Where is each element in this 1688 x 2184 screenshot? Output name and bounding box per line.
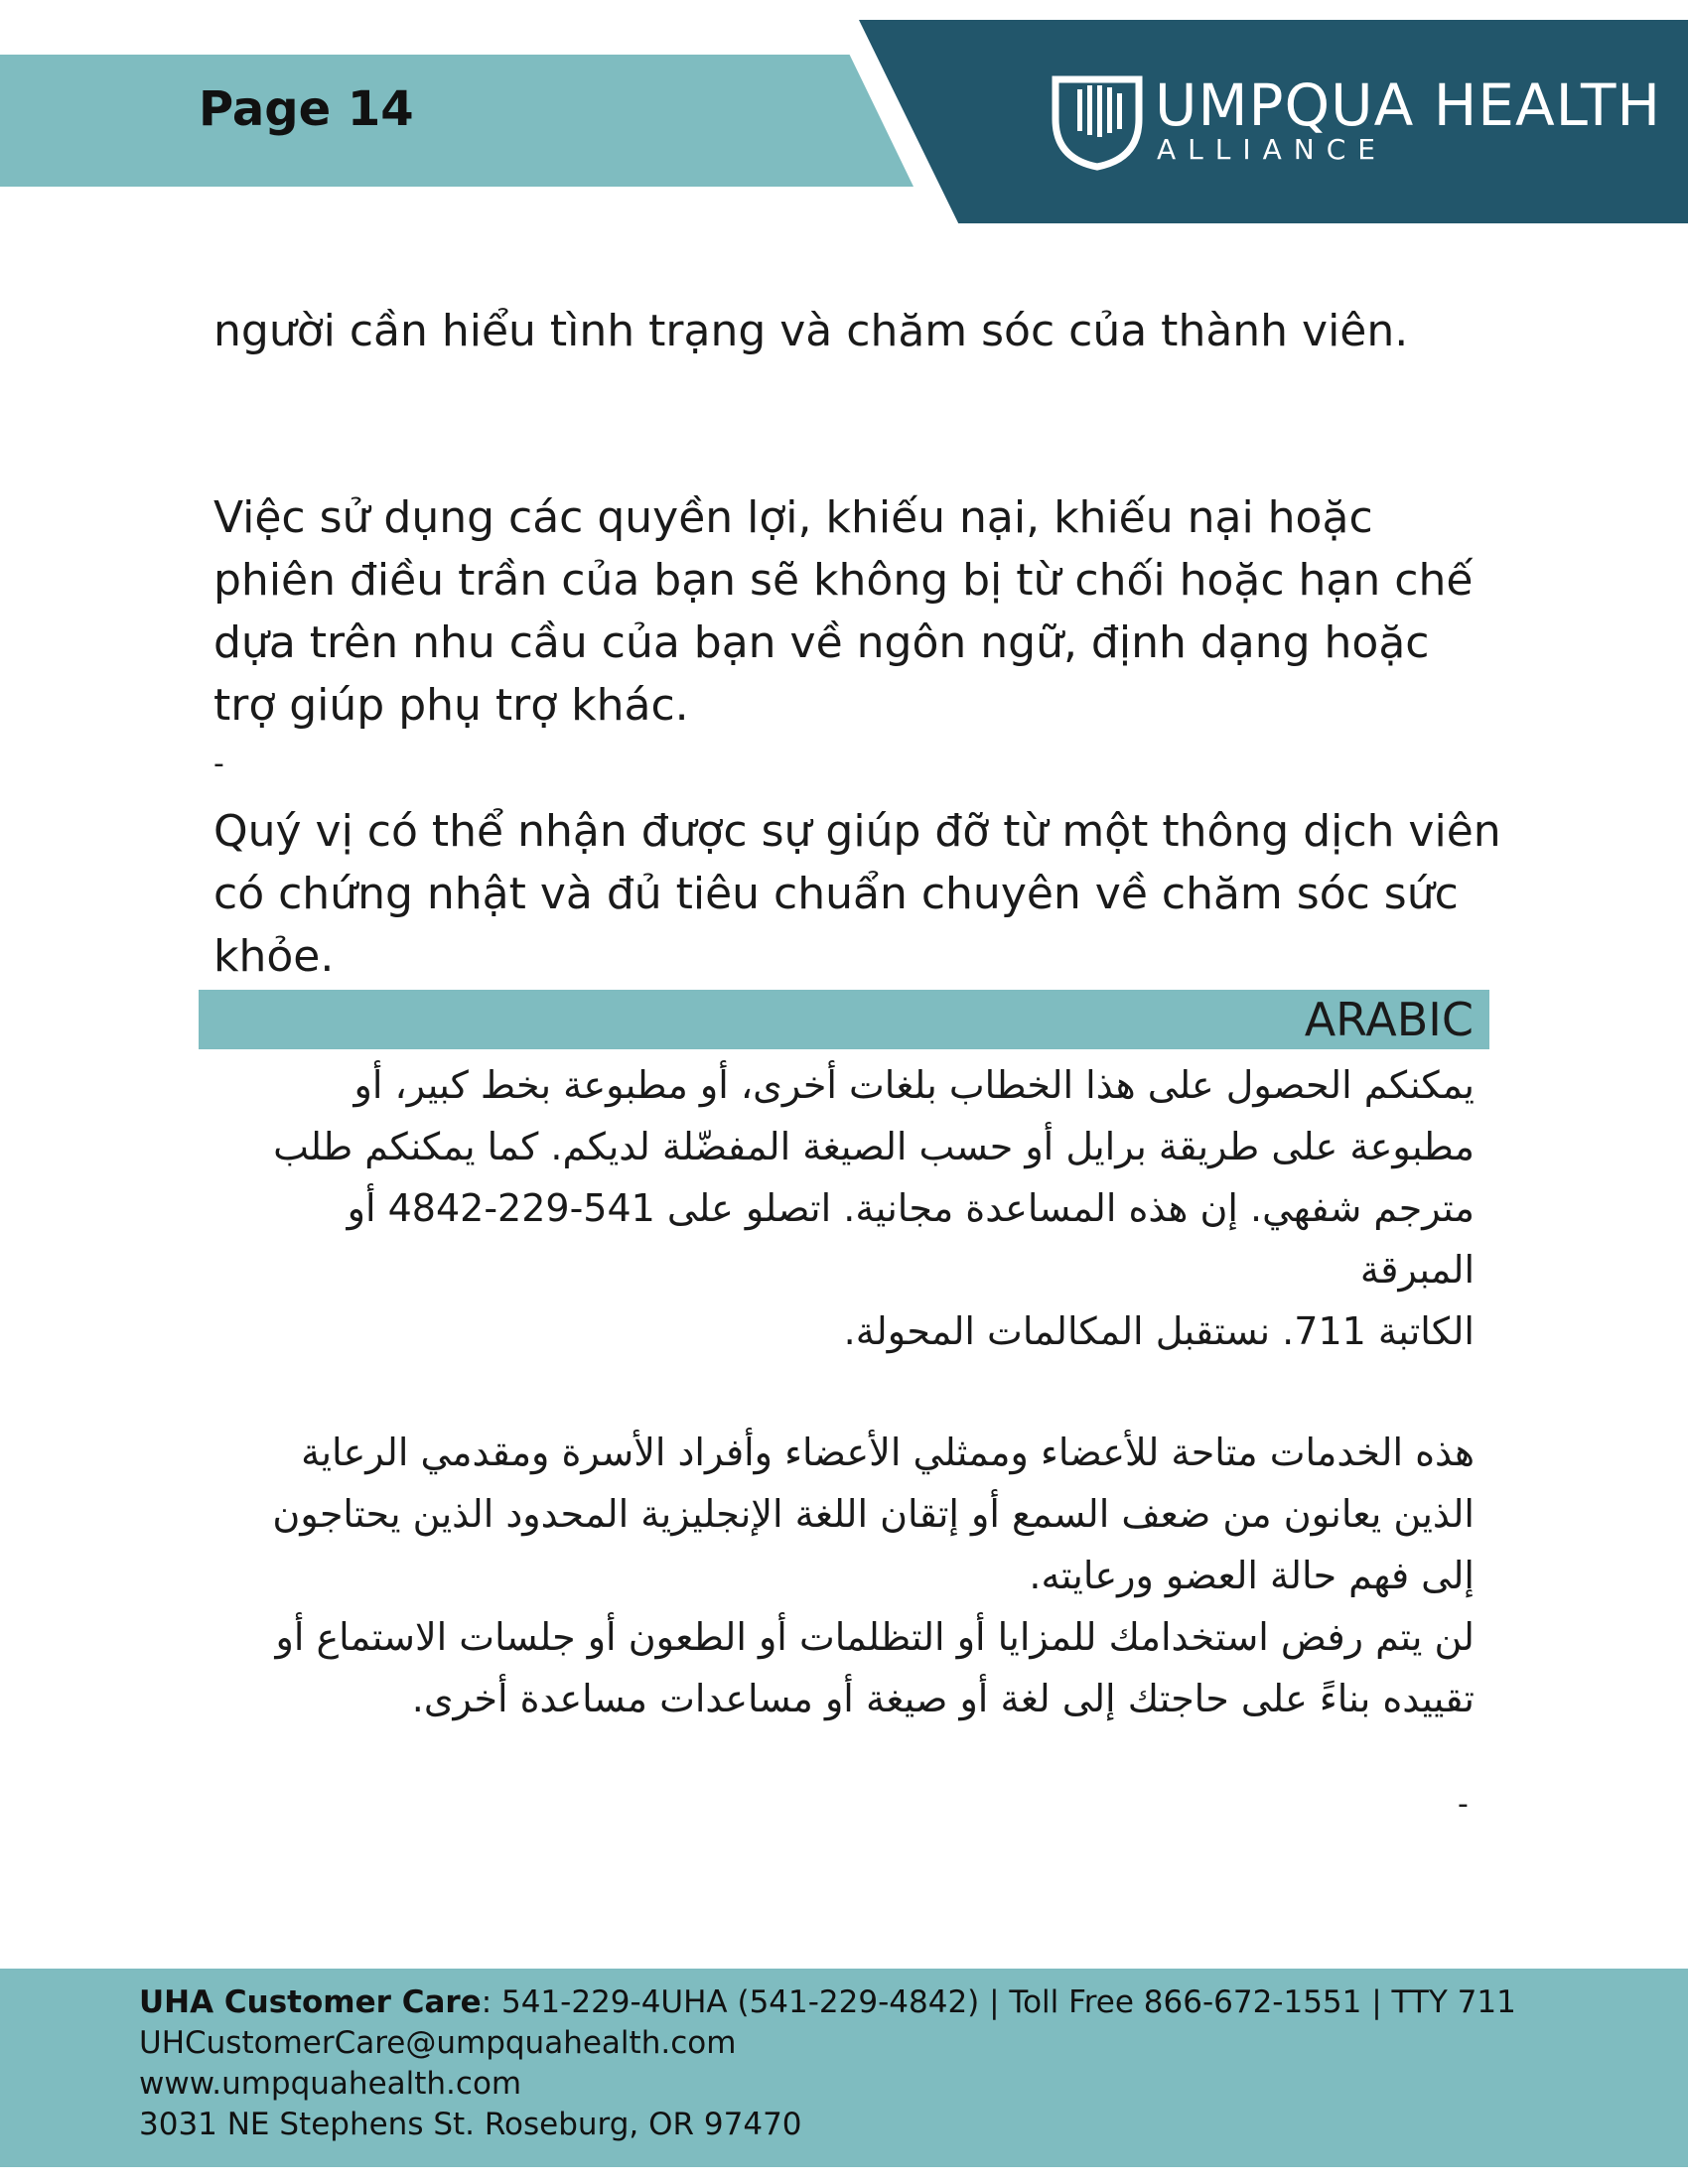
arabic-heading: ARABIC	[1304, 993, 1474, 1046]
footer-care-line	[139, 1982, 1516, 2023]
logo-title: UMPQUA HEALTH	[1155, 71, 1661, 139]
footer-website[interactable]: www.umpquahealth.com	[139, 2066, 522, 2102]
arabic-section-bar	[199, 990, 1489, 1049]
arabic-paragraph-2: هذه الخدمات متاحة للأعضاء وممثلي الأعضاء وأفراد الأسرة ومقدمي الرعاية الذين يعانون من ضعف السمع أو إتقان اللغة الإنجليزية المحدود الذين يحتاجون إلى فهم حالة العضو ورعايته.	[272, 1431, 1475, 1597]
vietnamese-paragraph-1: người cần hiểu tình trạng và chăm sóc của thành viên.	[213, 306, 1409, 356]
arabic-paragraph-1: يمكنكم الحصول على هذا الخطاب بلغات أخرى، أو مطبوعة بخط كبير، أو مطبوعة على طريقة برايل أو حسب الصيغة المفضّلة لديكم. كما يمكنكم طلب مترجم شفهي. إن هذه المساعدة مجانية. اتصلو على 541-229-4842 أو المبرقة	[273, 1063, 1475, 1292]
arabic-paragraph-3: لن يتم رفض استخدامك للمزايا أو التظلمات أو الطعون أو جلسات الاستماع أو تقييده بناءً على حاجتك إلى لغة أو صيغة أو مساعدات مساعدة أخرى.	[275, 1615, 1475, 1720]
vietnamese-paragraph-2: Việc sử dụng các quyền lợi, khiếu nại, khiếu nại hoặc phiên điều trần của bạn sẽ không bị từ chối hoặc hạn chế dựa trên nhu cầu của bạn về ngôn ngữ, định dạng hoặc trợ giúp phụ trợ khác.	[213, 492, 1474, 731]
footer	[0, 1969, 1688, 2167]
header-band	[0, 55, 914, 187]
page-number: Page 14	[199, 81, 414, 137]
footer-address: 3031 NE Stephens St. Roseburg, OR 97470	[139, 2107, 802, 2142]
footer-care-details: : 541-229-4UHA (541-229-4842) | Toll Free 866-672-1551 | TTY 711	[481, 1984, 1516, 2020]
logo-subtitle: ALLIANCE	[1157, 133, 1387, 166]
separator-dash: -	[213, 747, 224, 781]
logo	[1048, 71, 1661, 181]
separator-dash-arabic: -	[1458, 1787, 1469, 1822]
shield-logo-icon	[1048, 71, 1147, 171]
arabic-paragraph-1-line-2: الكاتبة 711. نستقبل المكالمات المحولة.	[843, 1309, 1475, 1353]
footer-email[interactable]: UHCustomerCare@umpquahealth.com	[139, 2025, 737, 2061]
footer-contact	[139, 1982, 1516, 2145]
vietnamese-paragraph-3: Quý vị có thể nhận được sự giúp đỡ từ một thông dịch viên có chứng nhật và đủ tiêu chuẩn chuyên về chăm sóc sức khỏe.	[213, 806, 1501, 982]
footer-care-label: UHA Customer Care	[139, 1984, 482, 2020]
